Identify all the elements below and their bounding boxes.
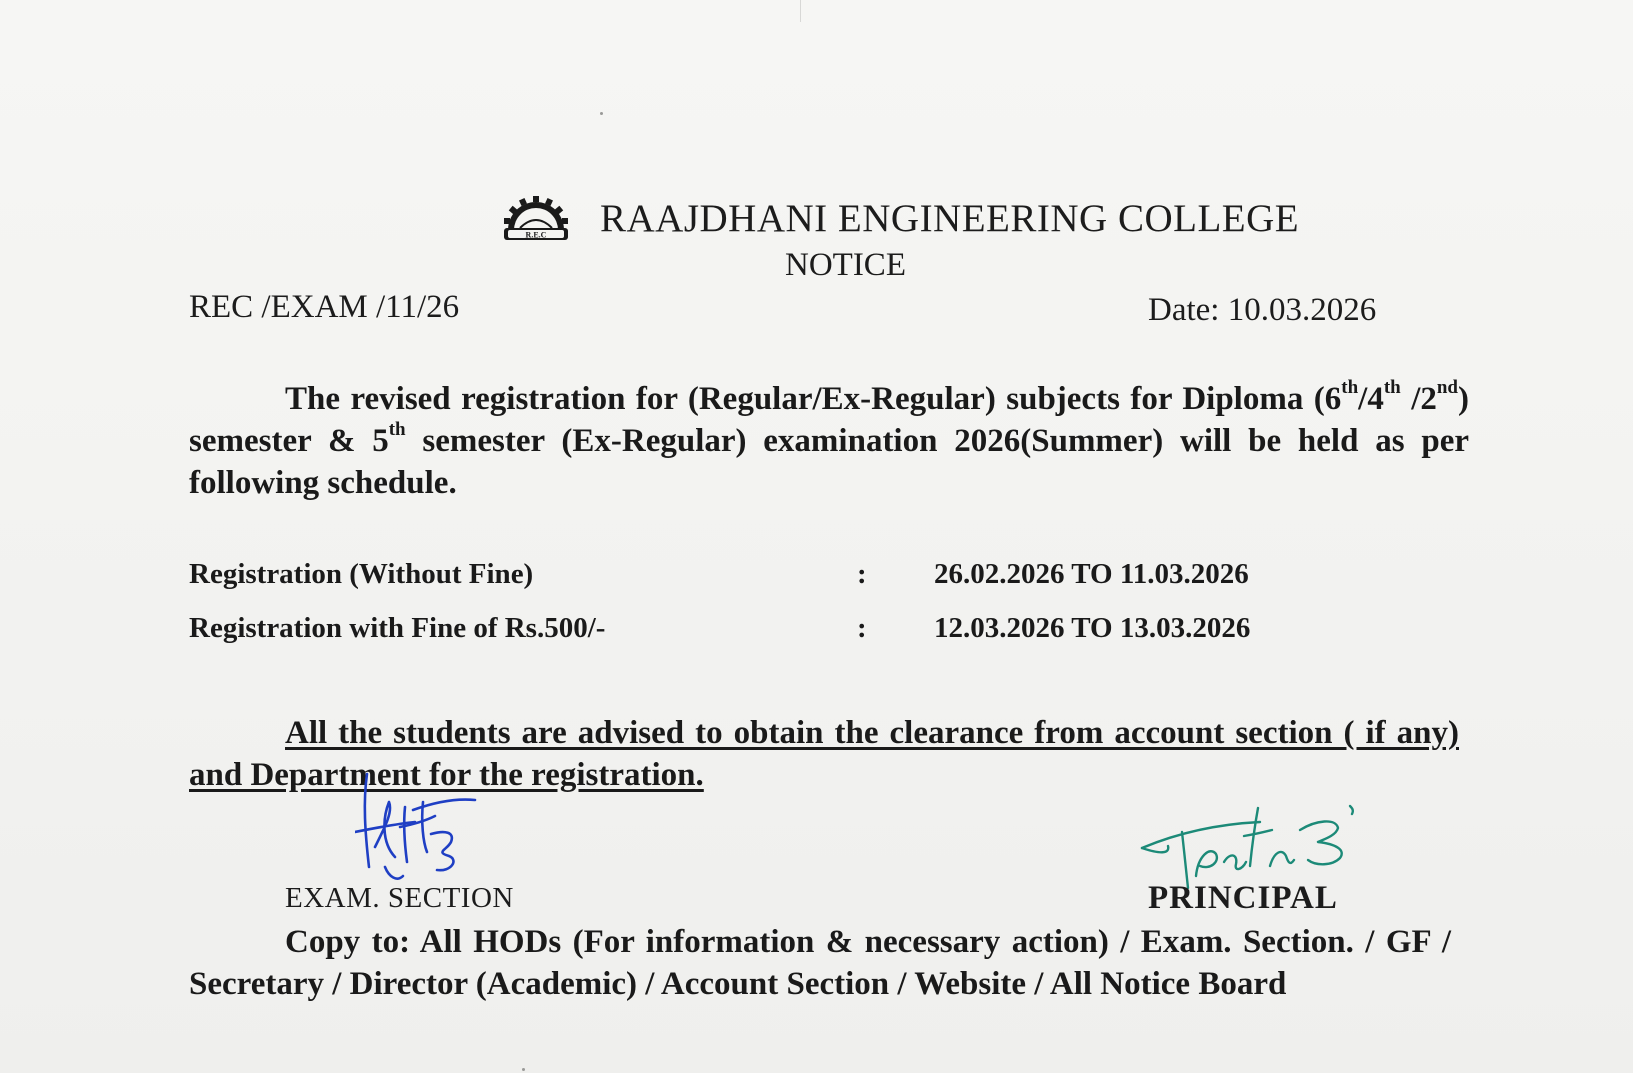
page-edge-mark [800, 0, 801, 22]
schedule-label: Registration with Fine of Rs.500/- [189, 612, 606, 644]
reference-number: REC /EXAM /11/26 [189, 289, 460, 325]
college-logo-icon [500, 194, 572, 242]
college-name: RAAJDHANI ENGINEERING COLLEGE [600, 196, 1300, 240]
principal-label: PRINCIPAL [1148, 880, 1338, 916]
schedule-colon: : [857, 558, 867, 590]
notice-title: NOTICE [785, 247, 906, 283]
notice-body: The revised registration for (Regular/Ex-Regular) subjects for Diploma (6th/4th /2nd) semester & 5th semester (Ex-Regular) examination 2026(Summer) will be held as per following schedule. [189, 377, 1469, 501]
letterhead [500, 188, 1299, 248]
schedule-dates: 12.03.2026 TO 13.03.2026 [934, 612, 1251, 644]
scan-speck [522, 1068, 525, 1071]
schedule-dates: 26.02.2026 TO 11.03.2026 [934, 558, 1249, 590]
logo-text: R.E.C [525, 230, 547, 240]
notice-date: Date: 10.03.2026 [1148, 292, 1377, 328]
schedule-label: Registration (Without Fine) [189, 558, 534, 590]
scan-speck [600, 112, 603, 115]
exam-section-label: EXAM. SECTION [285, 882, 514, 914]
copy-to-list: Copy to: All HODs (For information & necessary action) / Exam. Section. / GF / Secretary / Director (Academic) / Account Section / Website / All Notice Board [189, 924, 1451, 1002]
advisory-text: All the students are advised to obtain the clearance from account section ( if any) and Department for the registration. [189, 715, 1459, 793]
schedule-colon: : [857, 612, 867, 644]
